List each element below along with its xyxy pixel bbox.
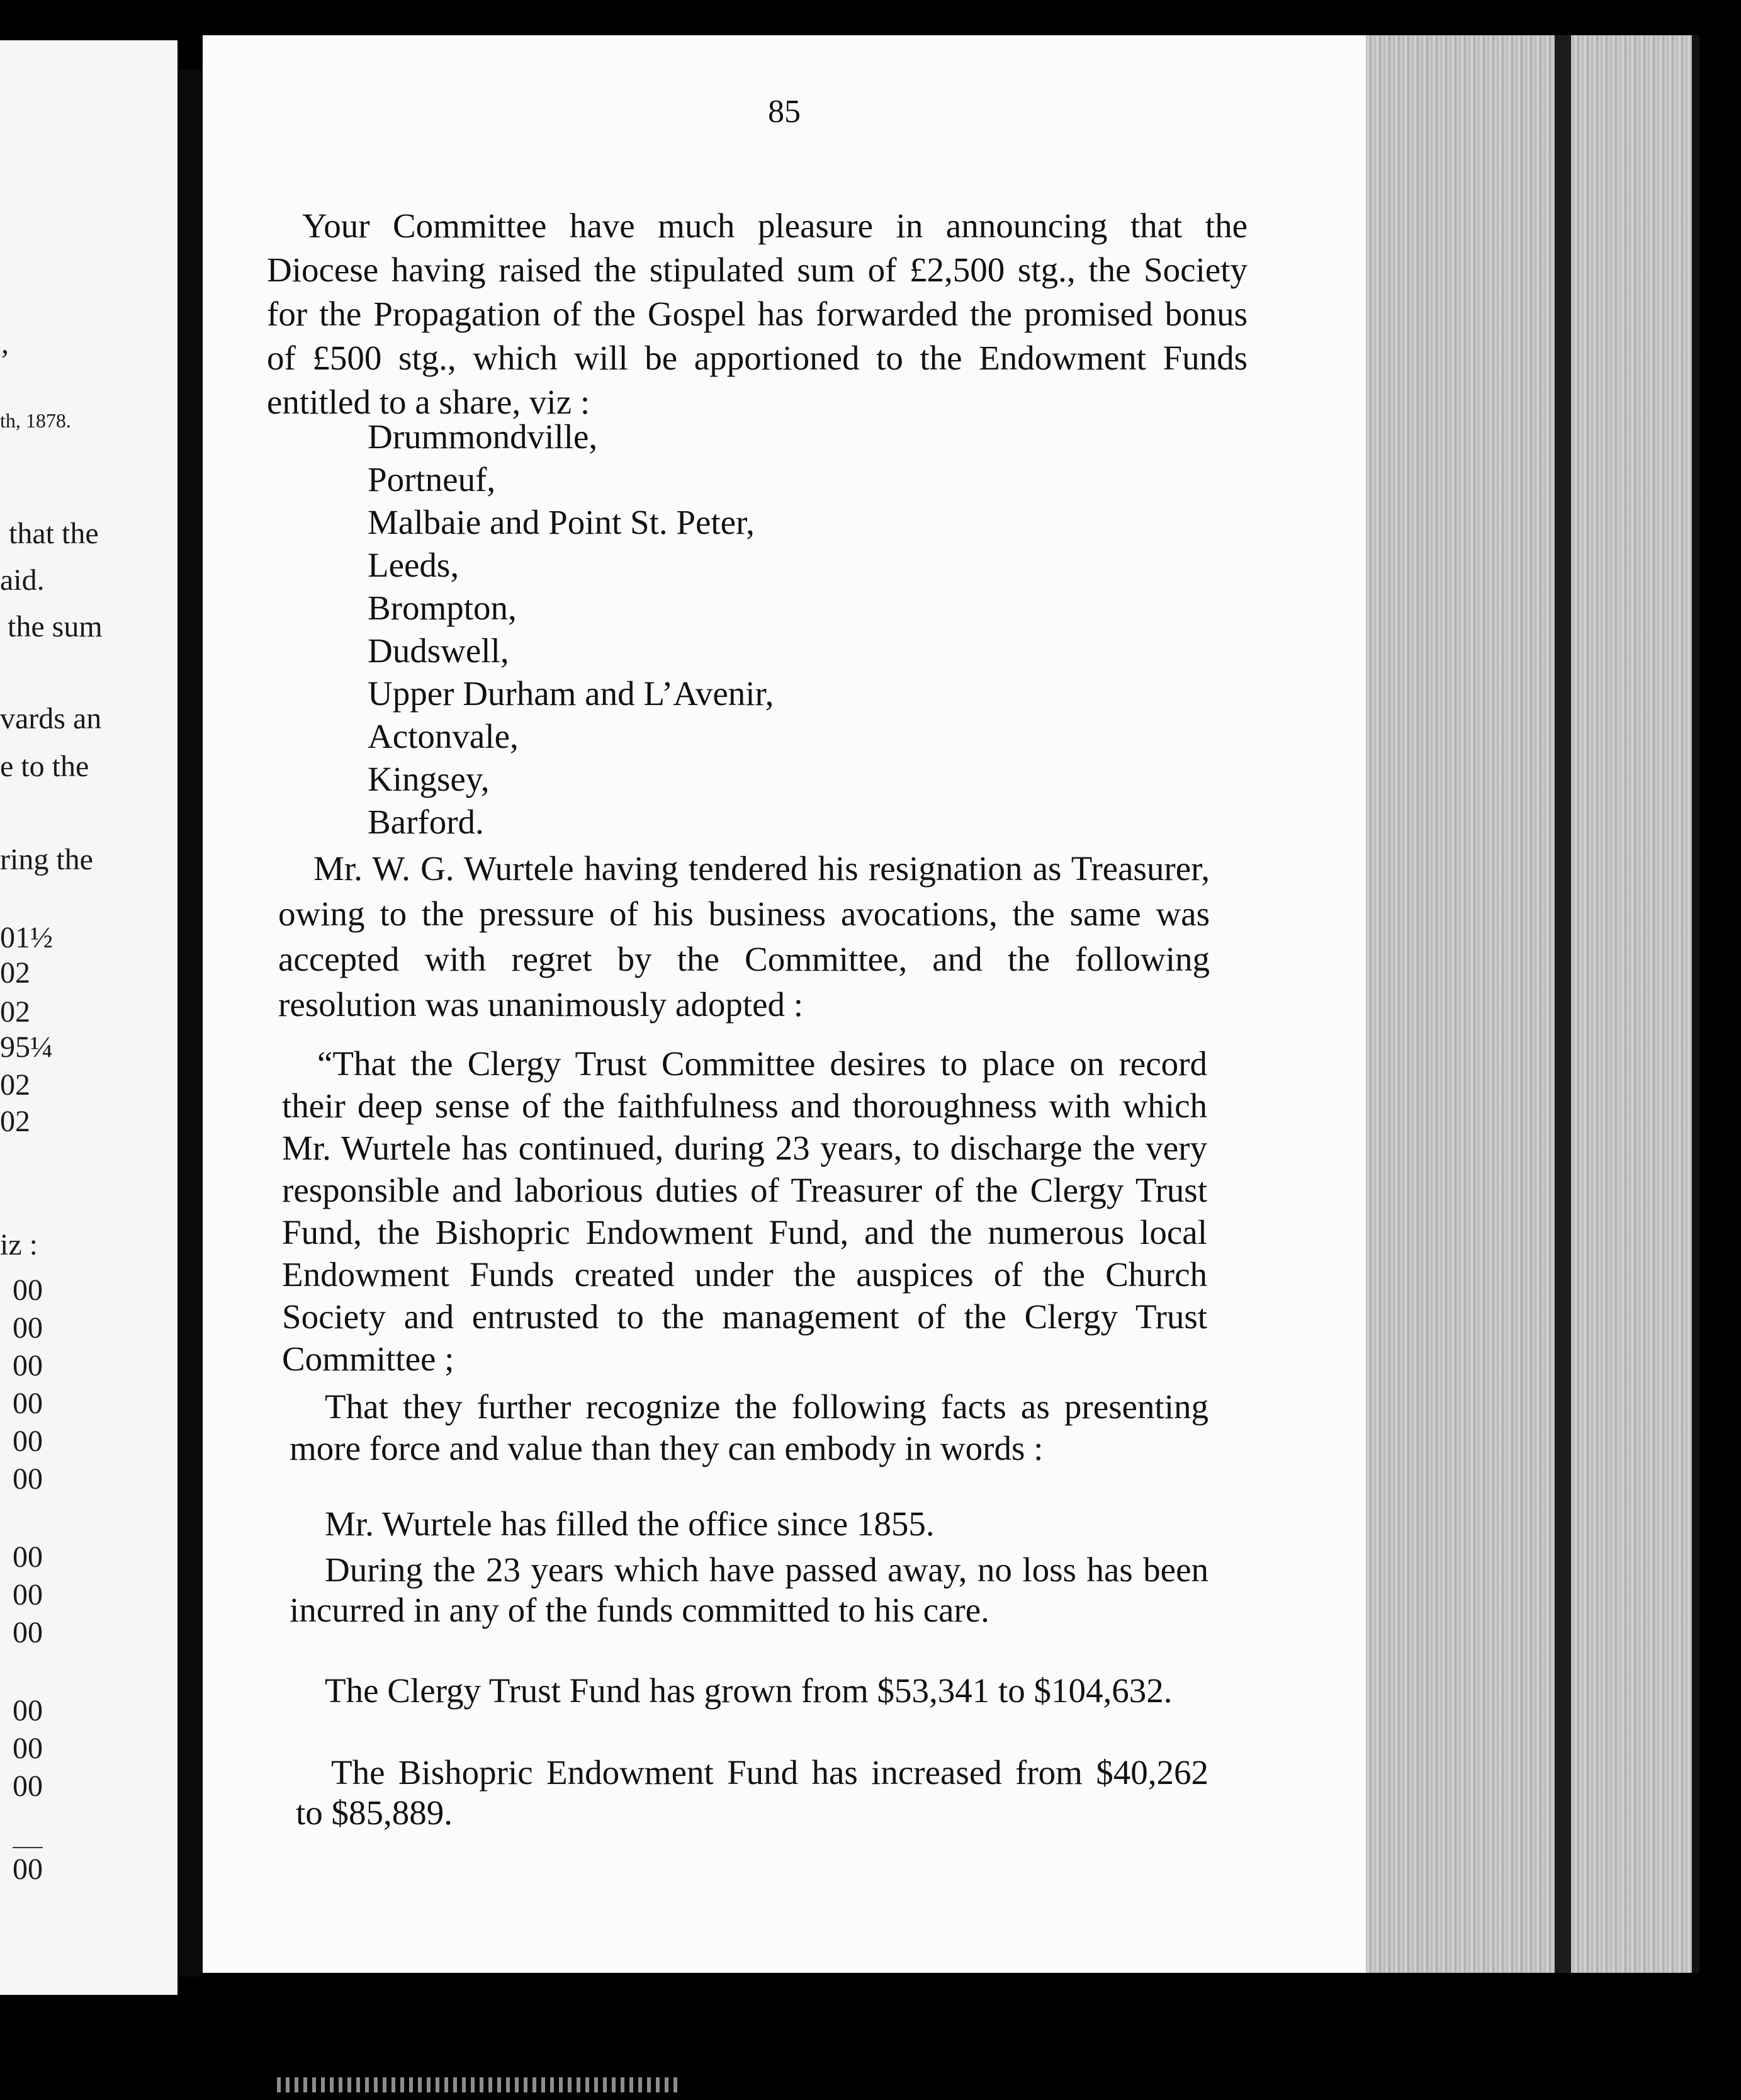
paragraph-office: Mr. Wurtele has filled the office since 1855.: [325, 1504, 935, 1543]
left-fragment: 00: [13, 1425, 43, 1458]
paragraph-resignation: Mr. W. G. Wurtele having tendered his resignation as Treasurer, owing to the pressure of his business avocations, the same was accepted with regret by the Committee, and the following resolution was unanimously adopted :: [278, 849, 1210, 1024]
left-fragment: 00: [13, 1311, 43, 1345]
fund-list-item: Drummondville,: [368, 417, 598, 456]
left-fragment: e to the: [0, 750, 89, 783]
left-fragment-total: 00: [13, 1847, 43, 1886]
left-fragment: 02: [0, 995, 30, 1029]
left-fragment: 02: [0, 1105, 30, 1138]
left-fragment: 00: [13, 1578, 43, 1612]
fund-list-item: Dudswell,: [368, 631, 509, 670]
left-fragment: ring the: [0, 843, 93, 876]
left-fragment: aid.: [0, 563, 45, 597]
left-fragment: th, 1878.: [0, 409, 71, 432]
left-fragment: 00: [13, 1273, 43, 1307]
paragraph-resolution: “That the Clergy Trust Committee desires to place on record their deep sense of the faithfulness and thoroughness with which Mr. Wurtele has continued, during 23 years, to discharge the very responsible and laborious duties of Treasurer of the Clergy Trust Fund, the Bishopric Endowment Fund, and the numerous local Endowment Funds created under the auspices of the Church Society and entrusted to the management of the Clergy Trust Committee ;: [282, 1044, 1207, 1378]
left-fragment: that the: [9, 517, 99, 550]
fund-list-item: Kingsey,: [368, 760, 490, 798]
left-fragment: vards an: [0, 702, 102, 735]
fund-list-item: Actonvale,: [368, 717, 519, 755]
left-fragment: ,: [1, 327, 9, 360]
paragraph-bishopric-fund: The Bishopric Endowment Fund has increased from $40,262 to $85,889.: [296, 1753, 1209, 1832]
left-fragment: 95¼: [0, 1030, 53, 1064]
previous-page-fragment: [0, 40, 177, 1995]
fund-list-item: Upper Durham and L’Avenir,: [368, 674, 774, 713]
page-edge-border: [1692, 35, 1699, 1973]
left-fragment: 00: [13, 1732, 43, 1765]
paragraph-announcement: Your Committee have much pleasure in announcing that the Diocese having raised the stipulated sum of £2,500 stg., the Society for the Propagation of the Gospel has forwarded the promised bonus of £500 stg., which will be apportioned to the Endowment Funds entitled to a share, viz :: [267, 206, 1248, 421]
fund-list-item: Malbaie and Point St. Peter,: [368, 503, 755, 541]
left-fragment: 01½: [0, 921, 53, 954]
left-fragment: 00: [13, 1462, 43, 1496]
left-fragment: 00: [13, 1616, 43, 1649]
left-fragment: 00: [13, 1349, 43, 1382]
fund-list-item: Brompton,: [368, 589, 517, 627]
page-number: 85: [768, 94, 801, 130]
fund-list-item: Portneuf,: [368, 460, 496, 499]
paragraph-clergy-fund: The Clergy Trust Fund has grown from $53,341 to $104,632.: [325, 1671, 1173, 1710]
fund-list-item: Barford.: [368, 803, 484, 841]
fund-list-item: Leeds,: [368, 546, 459, 584]
page-edge-shadow: [1555, 35, 1571, 1973]
left-fragment: 00: [13, 1387, 43, 1420]
left-fragment: 00: [13, 1540, 43, 1574]
scan-artifact: [277, 2077, 680, 2092]
book-page-edges: [1366, 35, 1699, 1973]
endowment-fund-list: [368, 415, 774, 844]
left-fragment: iz :: [0, 1228, 38, 1262]
left-fragment: 00: [13, 1694, 43, 1727]
paragraph-no-loss: During the 23 years which have passed away, no loss has been incurred in any of the funds committed to his care.: [290, 1550, 1209, 1629]
left-fragment: 02: [0, 956, 30, 990]
paragraph-facts-intro: That they further recognize the following facts as presenting more force and value than they can embody in words :: [290, 1387, 1209, 1467]
left-fragment: the sum: [8, 610, 103, 643]
book-page: [203, 35, 1366, 1973]
left-fragment: 00: [13, 1770, 43, 1803]
book-gutter: [177, 69, 203, 1977]
left-fragment: 02: [0, 1068, 30, 1102]
